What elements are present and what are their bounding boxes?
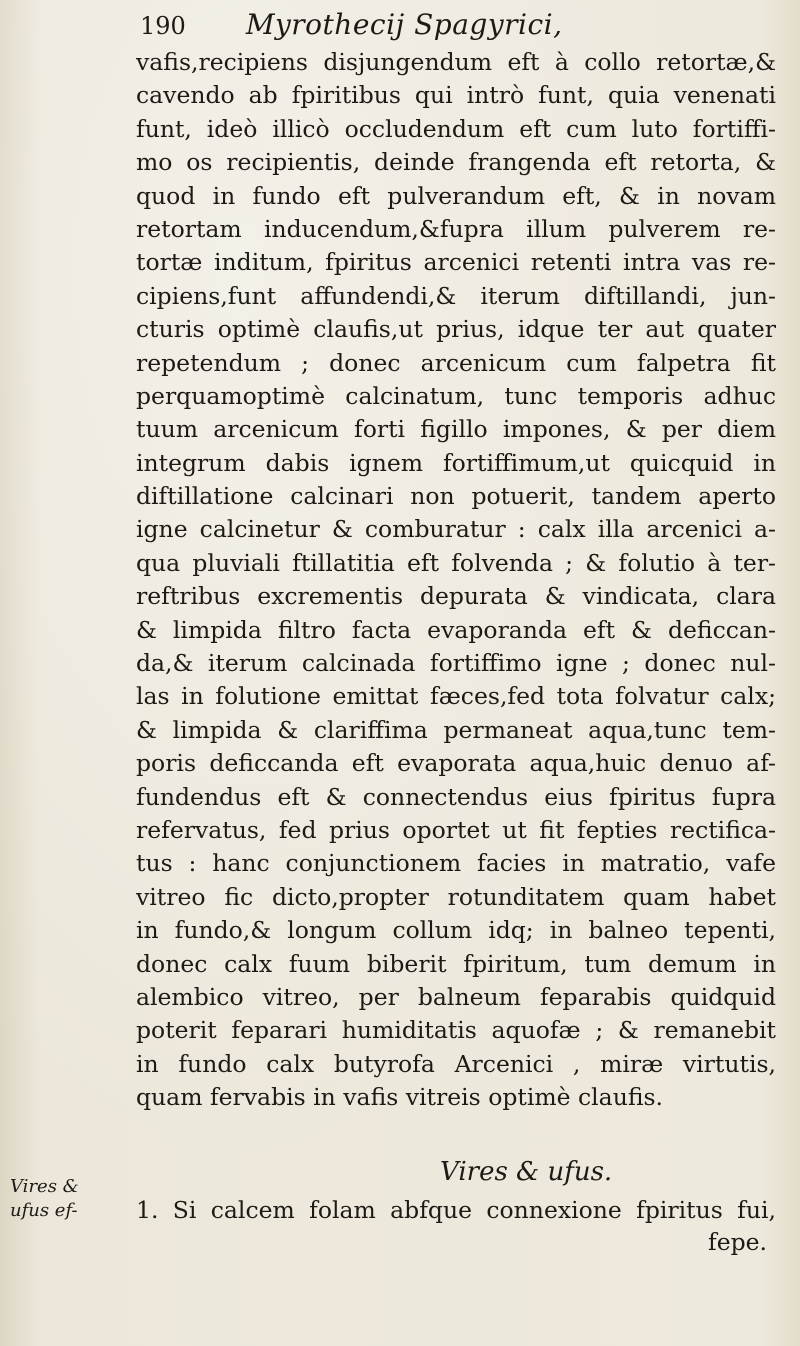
text-line: poris deficcanda eft evaporata aqua,huic denuo af- (136, 749, 776, 778)
text-line: in fundo calx butyrofa Arcenici , miræ virtutis, (136, 1049, 776, 1078)
text-line: da,& iterum calcinada fortiffimo igne ; donec nul- (136, 649, 776, 678)
text-line: quam fervabis in vafis vitreis optimè claufis. (136, 1083, 664, 1112)
text-line: igne calcinetur & comburatur : calx illa arcenici a- (136, 515, 776, 544)
text-line: poterit feparari humiditatis aquofæ ; & remanebit (136, 1016, 776, 1045)
margin-note: Vires & ufus ef- (10, 1176, 79, 1221)
text-line: perquamoptimè calcinatum, tunc temporis adhuc (136, 381, 776, 410)
text-line: reftribus excrementis depurata & vindicata, clara (136, 582, 776, 611)
text-line: & limpida & clariffima permaneat aqua,tunc tem- (136, 715, 776, 744)
text-line: tus : hanc conjunctionem facies in matratio, vafe (136, 849, 776, 878)
text-line: cturis optimè claufis,ut prius, idque ter aut quater (136, 315, 776, 344)
text-line: donec calx fuum biberit fpiritum, tum demum in (136, 949, 776, 978)
text-line: fundendus eft & connectendus eius fpiritus fupra (136, 782, 776, 811)
text-line: cipiens,funt affundendi,& iterum diftillandi, jun- (136, 281, 776, 310)
section-heading: Vires & ufus. (440, 1157, 613, 1187)
text-line: quod in fundo eft pulverandum eft, & in novam (136, 181, 776, 210)
text-line: tortæ inditum, fpiritus arcenici retenti intra vas re- (136, 248, 776, 277)
text-line: diftillatione calcinari non potuerit, tandem aperto (136, 482, 776, 511)
text-line: alembico vitreo, per balneum feparabis quidquid (136, 982, 776, 1011)
text-line: repetendum ; donec arcenicum cum falpetra fit (136, 348, 776, 377)
page-number: 190 (140, 12, 186, 40)
text-line: refervatus, fed prius oportet ut fit fepties rectifica- (136, 815, 776, 844)
text-line: 1. Si calcem folam abfque connexione fpiritus fui, (136, 1196, 776, 1224)
main-paragraph (136, 46, 776, 1115)
text-line: qua pluviali ftillatitia eft folvenda ; & folutio à ter- (136, 548, 776, 577)
text-line: cavendo ab fpiritibus qui intrò funt, quia venenati (136, 81, 776, 110)
page-header (140, 8, 760, 48)
text-line: & limpida filtro facta evaporanda eft & deficcan- (136, 615, 776, 644)
text-line: in fundo,& longum collum idq; in balneo tepenti, (136, 916, 776, 945)
text-line: las in folutione emittat fæces,fed tota folvatur calx; (136, 682, 776, 711)
text-line: mo os recipientis, deinde frangenda eft retorta, & (136, 148, 776, 177)
text-line: vitreo fic dicto,propter rotunditatem quam habet (136, 882, 776, 911)
text-line: vafis,recipiens disjungendum eft à collo retortæ,& (136, 48, 776, 76)
text-line: funt, ideò illicò occludendum eft cum luto fortiffi- (136, 114, 776, 143)
running-title: Myrothecij Spagyrici, (245, 8, 563, 41)
text-line: integrum dabis ignem fortiffimum,ut quicquid in (136, 448, 776, 477)
catchword: fepe. (708, 1228, 768, 1256)
text-line: retortam inducendum,&fupra illum pulverem re- (136, 214, 776, 243)
numbered-item (136, 1194, 776, 1227)
text-line: tuum arcenicum forti figillo impones, & per diem (136, 415, 776, 444)
